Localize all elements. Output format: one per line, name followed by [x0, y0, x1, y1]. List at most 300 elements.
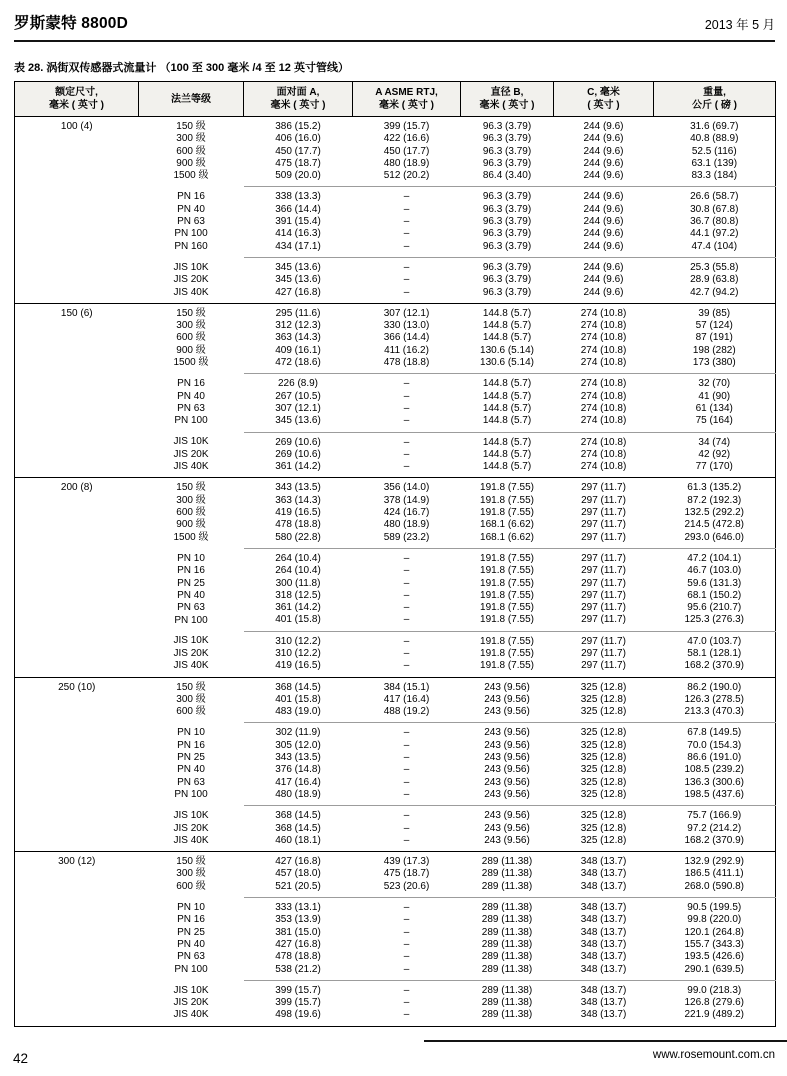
value-cell: 130.6 (5.14): [480, 344, 534, 356]
flange-class-cell: PN 40: [177, 589, 205, 601]
value-cell: –: [403, 788, 410, 800]
value-cell: 99.0 (218.3): [654, 980, 776, 997]
value-cell: 144.8 (5.7): [482, 461, 532, 473]
value-cell: –: [403, 764, 410, 776]
value-cell: 96.3 (3.79): [461, 117, 554, 134]
value-cell: 269 (10.6): [275, 448, 321, 460]
value-cell: 450 (17.7): [383, 145, 430, 157]
footer-divider: [424, 1040, 787, 1042]
flange-class-cell: JIS 10K: [173, 436, 209, 448]
value-cell: –: [403, 822, 410, 834]
value-cell: 96.3 (3.79): [482, 216, 532, 228]
value-cell: 289 (11.38): [461, 852, 554, 869]
flange-class-cell: 1500 级: [173, 357, 209, 369]
value-cell: 31.6 (69.7): [654, 117, 776, 134]
value-cell: 168.1 (6.62): [480, 519, 534, 531]
flange-class-cell: JIS 10K: [173, 261, 209, 273]
flange-class-cell: 600 级: [176, 706, 206, 718]
value-cell: 297 (11.7): [581, 660, 626, 672]
value-cell: –: [403, 216, 410, 228]
value-cell: –: [403, 461, 410, 473]
value-cell: 47.4 (104): [691, 240, 738, 252]
value-cell: 144.8 (5.7): [461, 374, 554, 391]
value-cell: 244 (9.6): [554, 117, 654, 134]
value-cell: 269 (10.6): [244, 432, 353, 449]
value-cell: 96.3 (3.79): [461, 187, 554, 204]
flange-class-cell: 1500 级: [173, 531, 209, 543]
value-cell: 343 (13.5): [244, 478, 353, 495]
value-cell: 132.9 (292.9): [654, 852, 776, 869]
value-cell: 348 (13.7): [580, 914, 627, 926]
value-cell: 120.1 (264.8): [684, 926, 744, 938]
value-cell: 90.5 (199.5): [654, 898, 776, 915]
value-cell: 244 (9.6): [554, 257, 654, 274]
flange-class-cell: 900 级: [176, 157, 206, 169]
flange-class-cell: 300 级: [176, 320, 206, 332]
flange-class-cell: 300 级: [176, 133, 206, 145]
dimensions-table: [14, 81, 776, 1027]
value-cell: 243 (9.56): [484, 752, 530, 764]
value-cell: –: [403, 938, 410, 950]
value-cell: 414 (16.3): [275, 228, 321, 240]
value-cell: –: [403, 997, 410, 1009]
value-cell: 307 (12.1): [353, 303, 461, 320]
value-cell: 356 (14.0): [353, 478, 461, 495]
column-header: 法兰等级: [139, 82, 244, 117]
value-cell: 42.7 (94.2): [690, 286, 739, 298]
value-cell: 26.6 (58.7): [654, 187, 776, 204]
value-cell: 274 (10.8): [580, 320, 627, 332]
value-cell: 274 (10.8): [580, 415, 627, 427]
flange-class-cell: PN 63: [177, 776, 205, 788]
value-cell: 47.2 (104.1): [654, 548, 776, 565]
value-cell: –: [403, 577, 410, 589]
value-cell: 244 (9.6): [583, 145, 624, 157]
value-cell: –: [403, 647, 410, 659]
value-cell: 325 (12.8): [580, 764, 627, 776]
value-cell: 391 (15.4): [275, 216, 321, 228]
flange-class-cell: 300 级: [176, 868, 206, 880]
value-cell: 243 (9.56): [461, 723, 554, 740]
value-cell: 289 (11.38): [461, 898, 554, 915]
value-cell: 77 (170): [695, 461, 733, 473]
value-cell: 297 (11.7): [581, 602, 626, 614]
value-cell: 289 (11.38): [481, 997, 533, 1009]
value-cell: 480 (18.9): [383, 157, 430, 169]
document-header: [14, 0, 775, 42]
value-cell: 244 (9.6): [583, 216, 624, 228]
value-cell: 25.3 (55.8): [654, 257, 776, 274]
flange-class-cell: JIS 10K: [173, 984, 209, 996]
value-cell: 274 (10.8): [580, 332, 627, 344]
value-cell: 450 (17.7): [275, 145, 321, 157]
value-cell: 289 (11.38): [481, 926, 533, 938]
value-cell: 589 (23.2): [383, 531, 430, 543]
value-cell: 108.5 (239.2): [684, 764, 744, 776]
flange-class-cell: 150 级: [139, 852, 244, 869]
value-cell: 274 (10.8): [580, 461, 627, 473]
flange-class-cell: PN 100: [174, 614, 208, 626]
value-cell: 244 (9.6): [583, 170, 624, 182]
value-cell: 297 (11.7): [581, 494, 626, 506]
value-cell: 318 (12.5): [275, 589, 321, 601]
flange-class-cell: PN 16: [177, 739, 205, 751]
value-cell: 243 (9.56): [484, 776, 530, 788]
value-cell: 132.5 (292.2): [684, 507, 744, 519]
value-cell: 457 (18.0): [275, 868, 321, 880]
value-cell: 243 (9.56): [484, 739, 530, 751]
column-header: 直径 B, 毫米 ( 英寸 ): [461, 82, 554, 117]
value-cell: 268.0 (590.8): [684, 880, 744, 892]
value-cell: 289 (11.38): [481, 963, 533, 975]
value-cell: 144.8 (5.7): [461, 303, 554, 320]
value-cell: –: [353, 980, 461, 997]
size-group: [15, 117, 776, 304]
value-cell: 399 (15.7): [353, 117, 461, 134]
value-cell: 274 (10.8): [580, 344, 627, 356]
value-cell: 39 (85): [654, 303, 776, 320]
value-cell: 302 (11.9): [244, 723, 353, 740]
value-cell: 305 (12.0): [275, 739, 321, 751]
value-cell: 419 (16.5): [275, 507, 321, 519]
size-group: [15, 677, 776, 852]
value-cell: 173 (380): [692, 357, 736, 369]
value-cell: 368 (14.5): [244, 677, 353, 694]
value-cell: 244 (9.6): [583, 286, 624, 298]
value-cell: 126.8 (279.6): [684, 997, 744, 1009]
flange-class-cell: PN 25: [177, 577, 205, 589]
value-cell: 434 (17.1): [275, 240, 321, 252]
flange-class-cell: 150 级: [139, 117, 244, 134]
value-cell: 480 (18.9): [275, 788, 321, 800]
flange-class-cell: 150 级: [139, 303, 244, 320]
value-cell: 144.8 (5.7): [482, 320, 532, 332]
value-cell: 99.8 (220.0): [687, 914, 742, 926]
table-row: [15, 478, 776, 495]
value-cell: 580 (22.8): [275, 531, 321, 543]
value-cell: –: [403, 402, 410, 414]
value-cell: –: [403, 776, 410, 788]
value-cell: 399 (15.7): [244, 980, 353, 997]
value-cell: 475 (18.7): [275, 157, 321, 169]
value-cell: 75.7 (166.9): [654, 806, 776, 823]
value-cell: 97.2 (214.2): [687, 822, 742, 834]
value-cell: 126.3 (278.5): [684, 693, 744, 705]
value-cell: 297 (11.7): [554, 548, 654, 565]
value-cell: 243 (9.56): [484, 822, 530, 834]
value-cell: –: [403, 565, 410, 577]
website-url: www.rosemount.com.cn: [652, 1049, 775, 1061]
value-cell: 40.8 (88.9): [690, 133, 739, 145]
flange-class-cell: 300 级: [176, 494, 206, 506]
value-cell: 345 (13.6): [244, 257, 353, 274]
value-cell: 96.3 (3.79): [482, 274, 532, 286]
value-cell: 168.1 (6.62): [480, 531, 534, 543]
value-cell: 57 (124): [695, 320, 733, 332]
value-cell: 267 (10.5): [275, 390, 321, 402]
value-cell: –: [403, 926, 410, 938]
value-cell: 460 (18.1): [275, 834, 321, 846]
value-cell: 353 (13.9): [275, 914, 321, 926]
value-cell: 289 (11.38): [481, 868, 533, 880]
value-cell: 297 (11.7): [554, 478, 654, 495]
value-cell: 87 (191): [695, 332, 733, 344]
flange-class-cell: 300 级: [176, 693, 206, 705]
flange-class-cell: 900 级: [176, 519, 206, 531]
value-cell: 67.8 (149.5): [654, 723, 776, 740]
value-cell: 83.3 (184): [691, 170, 738, 182]
column-header: A ASME RTJ, 毫米 ( 英寸 ): [353, 82, 461, 117]
value-cell: –: [403, 614, 410, 626]
value-cell: 289 (11.38): [481, 938, 533, 950]
value-cell: 47.0 (103.7): [654, 631, 776, 648]
value-cell: 221.9 (489.2): [684, 1009, 744, 1021]
value-cell: 86.4 (3.40): [482, 170, 532, 182]
value-cell: 363 (14.3): [275, 494, 321, 506]
flange-class-cell: JIS 20K: [173, 997, 209, 1009]
value-cell: 488 (19.2): [383, 706, 430, 718]
value-cell: 384 (15.1): [353, 677, 461, 694]
value-cell: 244 (9.6): [583, 228, 624, 240]
value-cell: 95.6 (210.7): [687, 602, 742, 614]
value-cell: 68.1 (150.2): [687, 589, 742, 601]
value-cell: 325 (12.8): [580, 834, 627, 846]
value-cell: 312 (12.3): [275, 320, 321, 332]
value-cell: 86.2 (190.0): [654, 677, 776, 694]
value-cell: 325 (12.8): [580, 788, 627, 800]
value-cell: 226 (8.9): [244, 374, 353, 391]
value-cell: 378 (14.9): [383, 494, 430, 506]
value-cell: 310 (12.2): [275, 647, 321, 659]
value-cell: 28.9 (63.8): [690, 274, 739, 286]
value-cell: 295 (11.6): [244, 303, 353, 320]
value-cell: 244 (9.6): [554, 187, 654, 204]
flange-class-cell: PN 63: [177, 402, 205, 414]
header-row: [15, 82, 776, 117]
value-cell: 419 (16.5): [275, 660, 321, 672]
value-cell: 186.5 (411.1): [684, 868, 744, 880]
value-cell: –: [353, 723, 461, 740]
value-cell: 361 (14.2): [275, 461, 321, 473]
value-cell: 325 (12.8): [580, 822, 627, 834]
value-cell: 297 (11.7): [554, 631, 654, 648]
document-title: 罗斯蒙特 8800D: [14, 15, 128, 32]
value-cell: 297 (11.7): [581, 589, 626, 601]
value-cell: 523 (20.6): [383, 880, 430, 892]
value-cell: –: [403, 914, 410, 926]
value-cell: 96.3 (3.79): [482, 145, 532, 157]
value-cell: 96.3 (3.79): [482, 157, 532, 169]
value-cell: 348 (13.7): [580, 926, 627, 938]
table-caption: 表 28. 涡街双传感器式流量计 （100 至 300 毫米 /4 至 12 英寸管线）: [14, 62, 349, 74]
value-cell: 345 (13.6): [275, 274, 321, 286]
value-cell: 289 (11.38): [481, 914, 533, 926]
flange-class-cell: PN 16: [177, 191, 205, 203]
value-cell: 512 (20.2): [383, 170, 430, 182]
value-cell: 297 (11.7): [581, 507, 626, 519]
value-cell: 243 (9.56): [484, 764, 530, 776]
value-cell: 243 (9.56): [484, 834, 530, 846]
value-cell: 509 (20.0): [275, 170, 321, 182]
value-cell: 300 (11.8): [275, 577, 321, 589]
value-cell: 417 (16.4): [275, 776, 321, 788]
value-cell: 401 (15.8): [275, 614, 321, 626]
value-cell: 411 (16.2): [384, 344, 429, 356]
value-cell: 243 (9.56): [461, 806, 554, 823]
flange-class-cell: 1500 级: [173, 170, 209, 182]
flange-class-cell: JIS 10K: [173, 635, 209, 647]
value-cell: 191.8 (7.55): [480, 507, 534, 519]
value-cell: 348 (13.7): [580, 880, 627, 892]
value-cell: 168.2 (370.9): [684, 834, 744, 846]
flange-class-cell: JIS 20K: [173, 822, 209, 834]
value-cell: 401 (15.8): [275, 693, 321, 705]
value-cell: 297 (11.7): [581, 647, 626, 659]
value-cell: 478 (18.8): [275, 519, 321, 531]
flange-class-cell: JIS 20K: [173, 647, 209, 659]
flange-class-cell: JIS 40K: [173, 660, 209, 672]
value-cell: 274 (10.8): [580, 390, 627, 402]
flange-class-cell: JIS 10K: [173, 810, 209, 821]
flange-class-cell: PN 63: [177, 602, 205, 614]
column-header: 重量, 公斤 ( 磅 ): [654, 82, 776, 117]
value-cell: 63.1 (139): [691, 157, 738, 169]
value-cell: 34 (74): [654, 432, 776, 449]
table-row: [15, 117, 776, 134]
flange-class-cell: PN 25: [177, 752, 205, 764]
value-cell: 325 (12.8): [580, 693, 627, 705]
flange-class-cell: 150 级: [139, 677, 244, 694]
value-cell: 244 (9.6): [583, 133, 624, 145]
flange-class-cell: PN 40: [177, 764, 205, 776]
value-cell: 325 (12.8): [580, 752, 627, 764]
flange-class-cell: PN 100: [174, 789, 208, 801]
value-cell: 274 (10.8): [580, 448, 627, 460]
value-cell: –: [403, 274, 410, 286]
value-cell: 214.5 (472.8): [684, 519, 744, 531]
column-header: C, 毫米 ( 英寸 ): [554, 82, 654, 117]
value-cell: –: [403, 602, 410, 614]
value-cell: 368 (14.5): [244, 806, 353, 823]
value-cell: –: [403, 739, 410, 751]
value-cell: 42 (92): [698, 448, 731, 460]
nominal-size-cell: 200 (8): [15, 478, 139, 677]
flange-class-cell: 150 级: [139, 478, 244, 495]
value-cell: 406 (16.0): [275, 133, 321, 145]
value-cell: 289 (11.38): [481, 951, 533, 963]
value-cell: 480 (18.9): [383, 519, 430, 531]
value-cell: –: [403, 228, 410, 240]
value-cell: 264 (10.4): [275, 565, 321, 577]
value-cell: 478 (18.8): [275, 951, 321, 963]
value-cell: –: [353, 806, 461, 823]
value-cell: 75 (164): [695, 415, 733, 427]
flange-class-cell: 600 级: [176, 880, 206, 892]
value-cell: 274 (10.8): [554, 303, 654, 320]
value-cell: 427 (16.8): [275, 286, 321, 298]
flange-class-cell: PN 16: [177, 565, 205, 577]
value-cell: 59.6 (131.3): [687, 577, 742, 589]
value-cell: 290.1 (639.5): [684, 963, 744, 975]
value-cell: 297 (11.7): [581, 614, 626, 626]
column-header: 额定尺寸, 毫米 ( 英寸 ): [15, 82, 139, 117]
value-cell: 297 (11.7): [581, 565, 626, 577]
value-cell: 213.3 (470.3): [684, 706, 744, 718]
value-cell: 96.3 (3.79): [482, 228, 532, 240]
value-cell: 61.3 (135.2): [654, 478, 776, 495]
value-cell: –: [403, 834, 410, 846]
value-cell: 52.5 (116): [691, 145, 737, 157]
value-cell: 325 (12.8): [580, 706, 627, 718]
value-cell: 96.3 (3.79): [482, 133, 532, 145]
flange-class-cell: JIS 40K: [173, 1009, 209, 1021]
flange-class-cell: 600 级: [176, 145, 206, 157]
flange-class-cell: 600 级: [176, 507, 206, 519]
flange-class-cell: PN 40: [177, 203, 205, 215]
value-cell: 130.6 (5.14): [480, 357, 534, 369]
value-cell: –: [353, 374, 461, 391]
value-cell: 368 (14.5): [275, 822, 321, 834]
value-cell: 348 (13.7): [580, 938, 627, 950]
value-cell: 274 (10.8): [580, 402, 627, 414]
value-cell: –: [403, 203, 410, 215]
value-cell: 243 (9.56): [484, 788, 530, 800]
value-cell: –: [403, 390, 410, 402]
flange-class-cell: PN 160: [174, 240, 208, 252]
value-cell: 136.3 (300.6): [684, 776, 744, 788]
flange-class-cell: PN 63: [177, 216, 205, 228]
value-cell: 399 (15.7): [275, 997, 321, 1009]
value-cell: 363 (14.3): [275, 332, 321, 344]
flange-class-cell: JIS 40K: [173, 461, 209, 473]
value-cell: 46.7 (103.0): [687, 565, 742, 577]
value-cell: 289 (11.38): [481, 880, 533, 892]
value-cell: 297 (11.7): [581, 577, 626, 589]
flange-class-cell: PN 10: [177, 901, 205, 913]
value-cell: 243 (9.56): [484, 706, 530, 718]
value-cell: 44.1 (97.2): [690, 228, 739, 240]
nominal-size-cell: 250 (10): [15, 677, 139, 852]
value-cell: –: [353, 631, 461, 648]
value-cell: 30.8 (67.8): [690, 203, 739, 215]
value-cell: 348 (13.7): [554, 852, 654, 869]
value-cell: –: [403, 448, 410, 460]
value-cell: 297 (11.7): [581, 519, 626, 531]
table-row: [15, 852, 776, 869]
value-cell: 348 (13.7): [580, 997, 627, 1009]
value-cell: 345 (13.6): [275, 415, 321, 427]
value-cell: 191.8 (7.55): [480, 660, 534, 672]
value-cell: 289 (11.38): [481, 1009, 533, 1021]
value-cell: 366 (14.4): [275, 203, 321, 215]
table-header: [15, 82, 776, 117]
value-cell: 191.8 (7.55): [480, 614, 534, 626]
flange-class-cell: PN 63: [177, 951, 205, 963]
size-group: [15, 852, 776, 1027]
value-cell: 427 (16.8): [244, 852, 353, 869]
value-cell: 144.8 (5.7): [482, 402, 532, 414]
value-cell: 41 (90): [698, 390, 731, 402]
flange-class-cell: PN 10: [177, 552, 205, 564]
value-cell: 293.0 (646.0): [684, 531, 744, 543]
value-cell: 361 (14.2): [275, 602, 321, 614]
flange-class-cell: 600 级: [176, 332, 206, 344]
flange-class-cell: PN 100: [174, 415, 208, 427]
value-cell: 422 (16.6): [383, 133, 430, 145]
value-cell: 144.8 (5.7): [482, 448, 532, 460]
value-cell: 274 (10.8): [580, 357, 627, 369]
value-cell: 155.7 (343.3): [684, 938, 744, 950]
